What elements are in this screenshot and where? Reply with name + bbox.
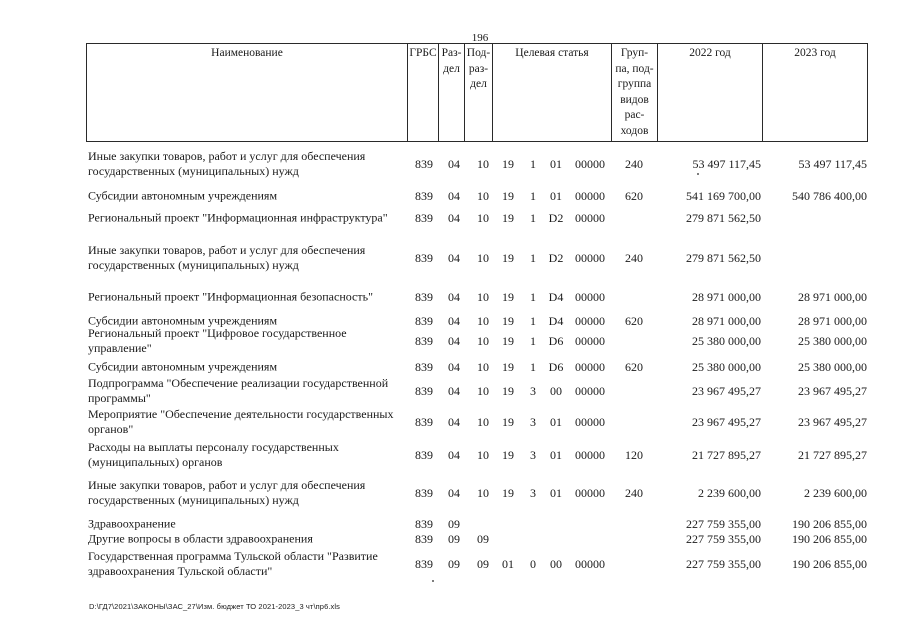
- row-y2022: 28 971 000,00: [692, 314, 761, 328]
- row-name: Региональный проект "Информационная инфраструктура": [88, 210, 388, 225]
- row-y2022: 23 967 495,27: [692, 384, 761, 398]
- row-razdel: 04: [448, 486, 460, 500]
- row-vid: 620: [625, 360, 643, 374]
- row-grbs: 839: [415, 486, 433, 500]
- table-row: [0, 440, 905, 470]
- row-y2023: 540 786 400,00: [792, 189, 867, 203]
- row-t2: 3: [530, 448, 536, 462]
- row-t4: 00000: [575, 157, 605, 171]
- row-t3: 01: [550, 486, 562, 500]
- row-y2022: 2 239 600,00: [698, 486, 761, 500]
- row-t1: 19: [502, 415, 514, 429]
- row-t2: 1: [530, 189, 536, 203]
- table-row: [0, 376, 905, 406]
- table-row: [0, 149, 905, 179]
- row-t3: 00: [550, 557, 562, 571]
- table-row: [0, 188, 905, 204]
- row-y2022: 21 727 895,27: [692, 448, 761, 462]
- row-t4: 00000: [575, 290, 605, 304]
- row-t1: 19: [502, 189, 514, 203]
- row-t4: 00000: [575, 334, 605, 348]
- row-name: Здравоохранение: [88, 516, 176, 531]
- row-podrazdel: 10: [477, 384, 489, 398]
- row-y2022: 227 759 355,00: [686, 532, 761, 546]
- row-razdel: 09: [448, 532, 460, 546]
- row-t2: 1: [530, 251, 536, 265]
- row-t4: 00000: [575, 557, 605, 571]
- table-row: [0, 326, 905, 356]
- row-podrazdel: 10: [477, 448, 489, 462]
- file-path-footer: D:\ГД7\2021\ЗАКОНЫ\ЗАС_27\Изм. бюджет ТО 2021-2023_3 чт\пр6.xls: [89, 602, 340, 611]
- row-name: Государственная программа Тульской области "Развитие здравоохранения Тульской области": [88, 549, 378, 578]
- row-name: Другие вопросы в области здравоохранения: [88, 531, 313, 546]
- row-y2022: 227 759 355,00: [686, 557, 761, 571]
- table-row: [0, 289, 905, 305]
- row-grbs: 839: [415, 157, 433, 171]
- row-razdel: 04: [448, 415, 460, 429]
- row-t2: 1: [530, 360, 536, 374]
- row-y2023: 23 967 495,27: [798, 415, 867, 429]
- row-razdel: 04: [448, 290, 460, 304]
- row-y2023: 190 206 855,00: [792, 532, 867, 546]
- row-t2: 1: [530, 157, 536, 171]
- row-t3: D6: [548, 334, 564, 348]
- header-target-article: Целевая статья: [493, 44, 612, 142]
- header-podrazdel: Под- раз- дел: [465, 44, 493, 142]
- row-t3: D2: [548, 251, 564, 265]
- row-t4: 00000: [575, 211, 605, 225]
- row-podrazdel: 10: [477, 251, 489, 265]
- row-y2023: 190 206 855,00: [792, 557, 867, 571]
- row-razdel: 09: [448, 517, 460, 531]
- row-t3: 01: [550, 189, 562, 203]
- row-vid: 120: [625, 448, 643, 462]
- row-razdel: 04: [448, 334, 460, 348]
- row-y2022: 28 971 000,00: [692, 290, 761, 304]
- table-row: [0, 210, 905, 226]
- row-razdel: 04: [448, 189, 460, 203]
- row-grbs: 839: [415, 384, 433, 398]
- row-y2023: 23 967 495,27: [798, 384, 867, 398]
- row-t1: 01: [502, 557, 514, 571]
- row-t4: 00000: [575, 384, 605, 398]
- row-name: Мероприятие "Обеспечение деятельности государственных органов": [88, 407, 394, 436]
- row-y2022: 25 380 000,00: [692, 360, 761, 374]
- row-t4: 00000: [575, 189, 605, 203]
- row-t2: 3: [530, 384, 536, 398]
- row-podrazdel: 09: [477, 557, 489, 571]
- row-podrazdel: 10: [477, 486, 489, 500]
- row-podrazdel: 10: [477, 334, 489, 348]
- row-y2023: 28 971 000,00: [798, 290, 867, 304]
- row-t1: 19: [502, 211, 514, 225]
- row-t2: 1: [530, 314, 536, 328]
- row-podrazdel: 10: [477, 157, 489, 171]
- row-grbs: 839: [415, 360, 433, 374]
- row-grbs: 839: [415, 448, 433, 462]
- row-grbs: 839: [415, 517, 433, 531]
- header-name: Наименование: [87, 44, 408, 142]
- row-t4: 00000: [575, 251, 605, 265]
- table-row: [0, 359, 905, 375]
- row-t2: 1: [530, 290, 536, 304]
- row-t3: D6: [548, 360, 564, 374]
- row-y2022: 25 380 000,00: [692, 334, 761, 348]
- row-name: Иные закупки товаров, работ и услуг для обеспечения государственных (муниципальных) нужд: [88, 149, 366, 178]
- row-t1: 19: [502, 314, 514, 328]
- row-y2022: 279 871 562,50: [686, 251, 761, 265]
- row-t1: 19: [502, 384, 514, 398]
- row-podrazdel: 10: [477, 360, 489, 374]
- row-podrazdel: 10: [477, 290, 489, 304]
- row-vid: 620: [625, 189, 643, 203]
- row-name: Региональный проект "Информационная безопасность": [88, 289, 373, 304]
- row-name: Иные закупки товаров, работ и услуг для обеспечения государственных (муниципальных) нужд: [88, 243, 366, 272]
- row-name: Региональный проект "Цифровое государственное управление": [88, 326, 347, 355]
- row-t2: 3: [530, 415, 536, 429]
- row-t1: 19: [502, 486, 514, 500]
- table-row: [0, 517, 905, 531]
- row-name: Субсидии автономным учреждениям: [88, 188, 278, 203]
- header-expense-type: Груп- па, под- группа видов рас- ходов: [612, 44, 658, 142]
- row-grbs: 839: [415, 557, 433, 571]
- row-t3: 00: [550, 384, 562, 398]
- row-vid: 620: [625, 314, 643, 328]
- table-row: [0, 407, 905, 437]
- row-podrazdel: 10: [477, 314, 489, 328]
- header-razdel: Раз- дел: [439, 44, 465, 142]
- row-y2023: 2 239 600,00: [804, 486, 867, 500]
- row-grbs: 839: [415, 415, 433, 429]
- row-razdel: 04: [448, 251, 460, 265]
- row-podrazdel: 09: [477, 532, 489, 546]
- table-row: [0, 478, 905, 508]
- row-y2023: 190 206 855,00: [792, 517, 867, 531]
- row-t2: 1: [530, 211, 536, 225]
- row-grbs: 839: [415, 532, 433, 546]
- row-grbs: 839: [415, 314, 433, 328]
- row-name: Расходы на выплаты персоналу государственных (муниципальных) органов: [88, 440, 339, 469]
- row-grbs: 839: [415, 334, 433, 348]
- row-t4: 00000: [575, 415, 605, 429]
- row-y2022: 23 967 495,27: [692, 415, 761, 429]
- row-t3: 01: [550, 415, 562, 429]
- row-y2022: 279 871 562,50: [686, 211, 761, 225]
- row-podrazdel: 10: [477, 211, 489, 225]
- row-t1: 19: [502, 251, 514, 265]
- row-y2023: 25 380 000,00: [798, 334, 867, 348]
- row-y2023: 53 497 117,45: [798, 157, 867, 171]
- row-t1: 19: [502, 360, 514, 374]
- row-razdel: 04: [448, 211, 460, 225]
- row-t1: 19: [502, 157, 514, 171]
- row-razdel: 04: [448, 448, 460, 462]
- row-grbs: 839: [415, 211, 433, 225]
- header-year-2022: 2022 год: [658, 44, 763, 142]
- row-t2: 1: [530, 334, 536, 348]
- row-grbs: 839: [415, 251, 433, 265]
- row-t3: D4: [548, 314, 564, 328]
- row-t4: 00000: [575, 448, 605, 462]
- row-t4: 00000: [575, 486, 605, 500]
- row-t4: 00000: [575, 360, 605, 374]
- row-vid: 240: [625, 486, 643, 500]
- row-podrazdel: 10: [477, 189, 489, 203]
- row-t2: 3: [530, 486, 536, 500]
- row-name: Субсидии автономным учреждениям: [88, 313, 278, 328]
- row-vid: 240: [625, 251, 643, 265]
- row-y2022: 53 497 117,45: [692, 157, 761, 171]
- row-razdel: 04: [448, 360, 460, 374]
- row-y2023: 25 380 000,00: [798, 360, 867, 374]
- row-grbs: 839: [415, 290, 433, 304]
- row-razdel: 04: [448, 314, 460, 328]
- row-name: Подпрограмма "Обеспечение реализации государственной программы": [88, 376, 389, 405]
- row-t3: D2: [548, 211, 564, 225]
- row-grbs: 839: [415, 189, 433, 203]
- table-row: [0, 532, 905, 546]
- row-t2: 0: [530, 557, 536, 571]
- row-t4: 00000: [575, 314, 605, 328]
- header-grbs: ГРБС: [408, 44, 439, 142]
- row-t3: D4: [548, 290, 564, 304]
- row-razdel: 09: [448, 557, 460, 571]
- row-name: Субсидии автономным учреждениям: [88, 359, 278, 374]
- row-y2023: 21 727 895,27: [798, 448, 867, 462]
- row-t3: 01: [550, 448, 562, 462]
- row-name: Иные закупки товаров, работ и услуг для обеспечения государственных (муниципальных) нужд: [88, 478, 366, 507]
- row-razdel: 04: [448, 157, 460, 171]
- row-t1: 19: [502, 334, 514, 348]
- row-y2022: 227 759 355,00: [686, 517, 761, 531]
- row-t1: 19: [502, 290, 514, 304]
- row-t1: 19: [502, 448, 514, 462]
- row-podrazdel: 10: [477, 415, 489, 429]
- header-year-2023: 2023 год: [763, 44, 868, 142]
- table-row: [0, 243, 905, 273]
- stray-mark: [432, 580, 434, 582]
- row-y2022: 541 169 700,00: [686, 189, 761, 203]
- page-number: 196: [471, 32, 489, 44]
- row-vid: 240: [625, 157, 643, 171]
- row-y2023: 28 971 000,00: [798, 314, 867, 328]
- table-row: [0, 549, 905, 579]
- stray-mark: [697, 173, 699, 175]
- row-t3: 01: [550, 157, 562, 171]
- row-razdel: 04: [448, 384, 460, 398]
